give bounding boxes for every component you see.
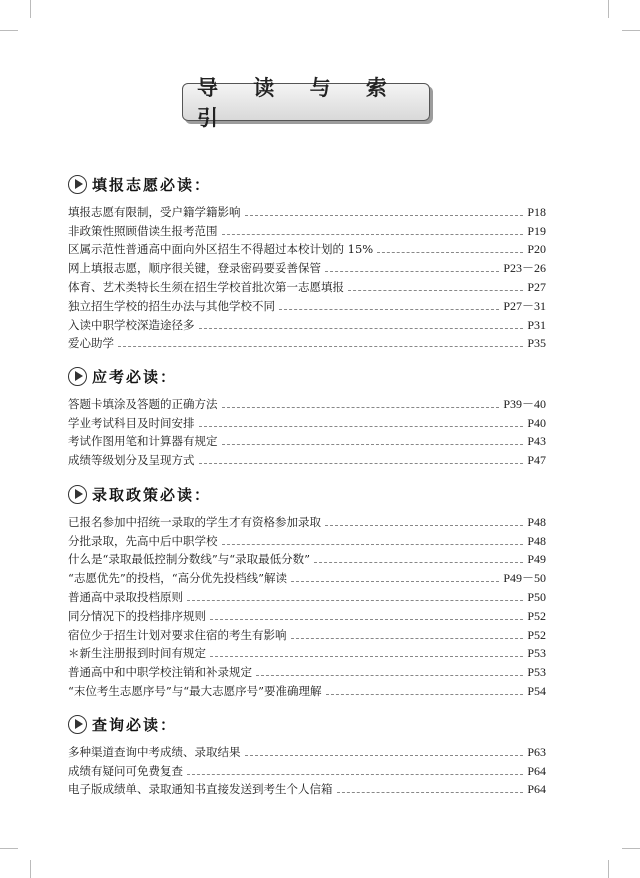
toc-entry[interactable] <box>68 219 546 238</box>
toc-entry-text: 普通高中录取投档原则 <box>68 589 183 604</box>
crop-mark <box>608 0 609 18</box>
dotted-leader <box>377 252 523 253</box>
dotted-leader <box>314 562 523 563</box>
dotted-leader <box>118 346 523 347</box>
toc-entry-page: P64 <box>527 763 546 778</box>
dotted-leader <box>187 774 523 775</box>
dotted-leader <box>199 463 524 464</box>
toc-entry-text: 体育、艺术类特长生须在招生学校首批次第一志愿填报 <box>68 279 344 294</box>
page-title-box <box>182 76 430 130</box>
section-title: 应考必读： <box>92 367 178 386</box>
toc-entry-page: P20 <box>527 242 546 257</box>
section-heading <box>68 482 546 506</box>
crop-mark <box>622 848 640 849</box>
section-title: 录取政策必读： <box>92 485 212 504</box>
dotted-leader <box>279 309 499 310</box>
toc-entry[interactable] <box>68 294 546 313</box>
section-admission-policy <box>68 482 546 698</box>
toc-entry[interactable] <box>68 256 546 275</box>
toc-entry-page: P53 <box>527 665 546 680</box>
toc-entry-text: 已报名参加中招统一录取的学生才有资格参加录取 <box>68 514 321 529</box>
toc-entry[interactable] <box>68 679 546 698</box>
toc-entry[interactable] <box>68 430 546 449</box>
toc-entry-page: P53 <box>527 646 546 661</box>
toc-entry[interactable] <box>68 411 546 430</box>
toc-entry-page: P27－31 <box>503 298 546 313</box>
dotted-leader <box>245 755 524 756</box>
toc-entry-text: 普通高中和中职学校注销和补录规定 <box>68 665 252 680</box>
toc-entry-page: P52 <box>527 627 546 642</box>
toc-entry[interactable] <box>68 200 546 219</box>
toc-entry-text: “志愿优先”的投档，“高分优先投档线”解读 <box>68 571 288 586</box>
toc-entry-text: 分批录取，先高中后中职学校 <box>68 533 218 548</box>
toc-entry-page: P54 <box>527 683 546 698</box>
dotted-leader <box>326 694 524 695</box>
toc-entry[interactable] <box>68 313 546 332</box>
toc-entry-text: 多种渠道查询中考成绩、录取结果 <box>68 744 241 759</box>
toc-entry-page: P52 <box>527 608 546 623</box>
toc-entry-page: P49－50 <box>503 571 546 586</box>
toc-entry[interactable] <box>68 548 546 567</box>
toc-entry-text: 入读中职学校深造途径多 <box>68 317 195 332</box>
play-icon <box>68 715 87 734</box>
crop-mark <box>30 860 31 878</box>
section-heading <box>68 364 546 388</box>
section-title: 填报志愿必读： <box>92 175 212 194</box>
toc-entry[interactable] <box>68 604 546 623</box>
toc-entry[interactable] <box>68 238 546 257</box>
toc-entry[interactable] <box>68 566 546 585</box>
page-title: 导 读 与 索 引 <box>197 76 401 130</box>
toc-entry-page: P63 <box>527 744 546 759</box>
dotted-leader <box>199 328 524 329</box>
toc-entry-page: P50 <box>527 589 546 604</box>
section-heading <box>68 712 546 736</box>
dotted-leader <box>325 525 523 526</box>
toc-entry-page: P47 <box>527 453 546 468</box>
section-exam <box>68 364 546 467</box>
crop-mark <box>622 30 640 31</box>
dotted-leader <box>210 619 523 620</box>
toc-entry[interactable] <box>68 529 546 548</box>
dotted-leader <box>222 444 524 445</box>
toc-entry[interactable] <box>68 585 546 604</box>
dotted-leader <box>199 426 524 427</box>
dotted-leader <box>337 792 524 793</box>
toc-entry-text: 宿位少于招生计划对要求住宿的考生有影响 <box>68 627 287 642</box>
toc-entry[interactable] <box>68 740 546 759</box>
toc-entry[interactable] <box>68 448 546 467</box>
toc-entry-page: P48 <box>527 514 546 529</box>
toc-entry-text: 成绩等级划分及呈现方式 <box>68 453 195 468</box>
toc-entry-text: 学业考试科目及时间安排 <box>68 415 195 430</box>
toc-entry-text: 电子版成绩单、录取通知书直接发送到考生个人信箱 <box>68 782 333 797</box>
play-icon <box>68 175 87 194</box>
toc-entry[interactable] <box>68 623 546 642</box>
section-fill-application <box>68 172 546 350</box>
section-query <box>68 712 546 796</box>
toc-entry-page: P40 <box>527 415 546 430</box>
section-heading <box>68 172 546 196</box>
section-title: 查询必读： <box>92 715 178 734</box>
toc-entry[interactable] <box>68 510 546 529</box>
toc-entry[interactable] <box>68 660 546 679</box>
dotted-leader <box>256 675 523 676</box>
dotted-leader <box>291 581 499 582</box>
dotted-leader <box>210 656 523 657</box>
toc-entry-text: 区属示范性普通高中面向外区招生不得超过本校计划的 15% <box>68 242 374 257</box>
dotted-leader <box>245 215 524 216</box>
toc-entry-page: P18 <box>527 204 546 219</box>
dotted-leader <box>222 544 524 545</box>
toc-entry-page: P39－40 <box>503 396 546 411</box>
toc-entry-page: P48 <box>527 533 546 548</box>
toc-entry-text: “末位考生志愿序号”与“最大志愿序号”要准确理解 <box>68 683 322 698</box>
toc-entry-text: 答题卡填涂及答题的正确方法 <box>68 396 218 411</box>
toc-entry-text: 填报志愿有限制，受户籍学籍影响 <box>68 204 241 219</box>
toc-entry-text: ＊新生注册报到时间有规定 <box>68 646 206 661</box>
crop-mark <box>608 860 609 878</box>
toc-entry-page: P49 <box>527 552 546 567</box>
play-icon <box>68 485 87 504</box>
toc-entry-text: 考试作图用笔和计算器有规定 <box>68 434 218 449</box>
toc-entry-text: 爱心助学 <box>68 336 114 351</box>
crop-mark <box>0 848 18 849</box>
dotted-leader <box>325 271 499 272</box>
toc-entry-text: 同分情况下的投档排序规则 <box>68 608 206 623</box>
crop-mark <box>30 0 31 18</box>
dotted-leader <box>187 600 523 601</box>
toc-entry-text: 非政策性照顾借读生报考范围 <box>68 223 218 238</box>
toc-entry-page: P43 <box>527 434 546 449</box>
toc-entry[interactable] <box>68 778 546 797</box>
toc-entry-page: P64 <box>527 782 546 797</box>
toc-entry-page: P27 <box>527 279 546 294</box>
dotted-leader <box>222 234 524 235</box>
toc-entry[interactable] <box>68 392 546 411</box>
toc-entry-text: 什么是“录取最低控制分数线”与“录取最低分数” <box>68 552 311 567</box>
play-icon <box>68 367 87 386</box>
toc-entry-page: P31 <box>527 317 546 332</box>
toc-entry-text: 成绩有疑问可免费复查 <box>68 763 183 778</box>
toc-entry[interactable] <box>68 275 546 294</box>
dotted-leader <box>222 407 500 408</box>
dotted-leader <box>348 290 523 291</box>
crop-mark <box>0 30 18 31</box>
toc-entry[interactable] <box>68 759 546 778</box>
toc-entry-text: 网上填报志愿，顺序很关键，登录密码要妥善保管 <box>68 261 321 276</box>
toc-entry-page: P19 <box>527 223 546 238</box>
toc-entry-page: P35 <box>527 336 546 351</box>
toc-entry[interactable] <box>68 642 546 661</box>
dotted-leader <box>291 638 524 639</box>
toc-entry-text: 独立招生学校的招生办法与其他学校不同 <box>68 298 275 313</box>
toc-entry-page: P23－26 <box>503 261 546 276</box>
toc-entry[interactable] <box>68 332 546 351</box>
